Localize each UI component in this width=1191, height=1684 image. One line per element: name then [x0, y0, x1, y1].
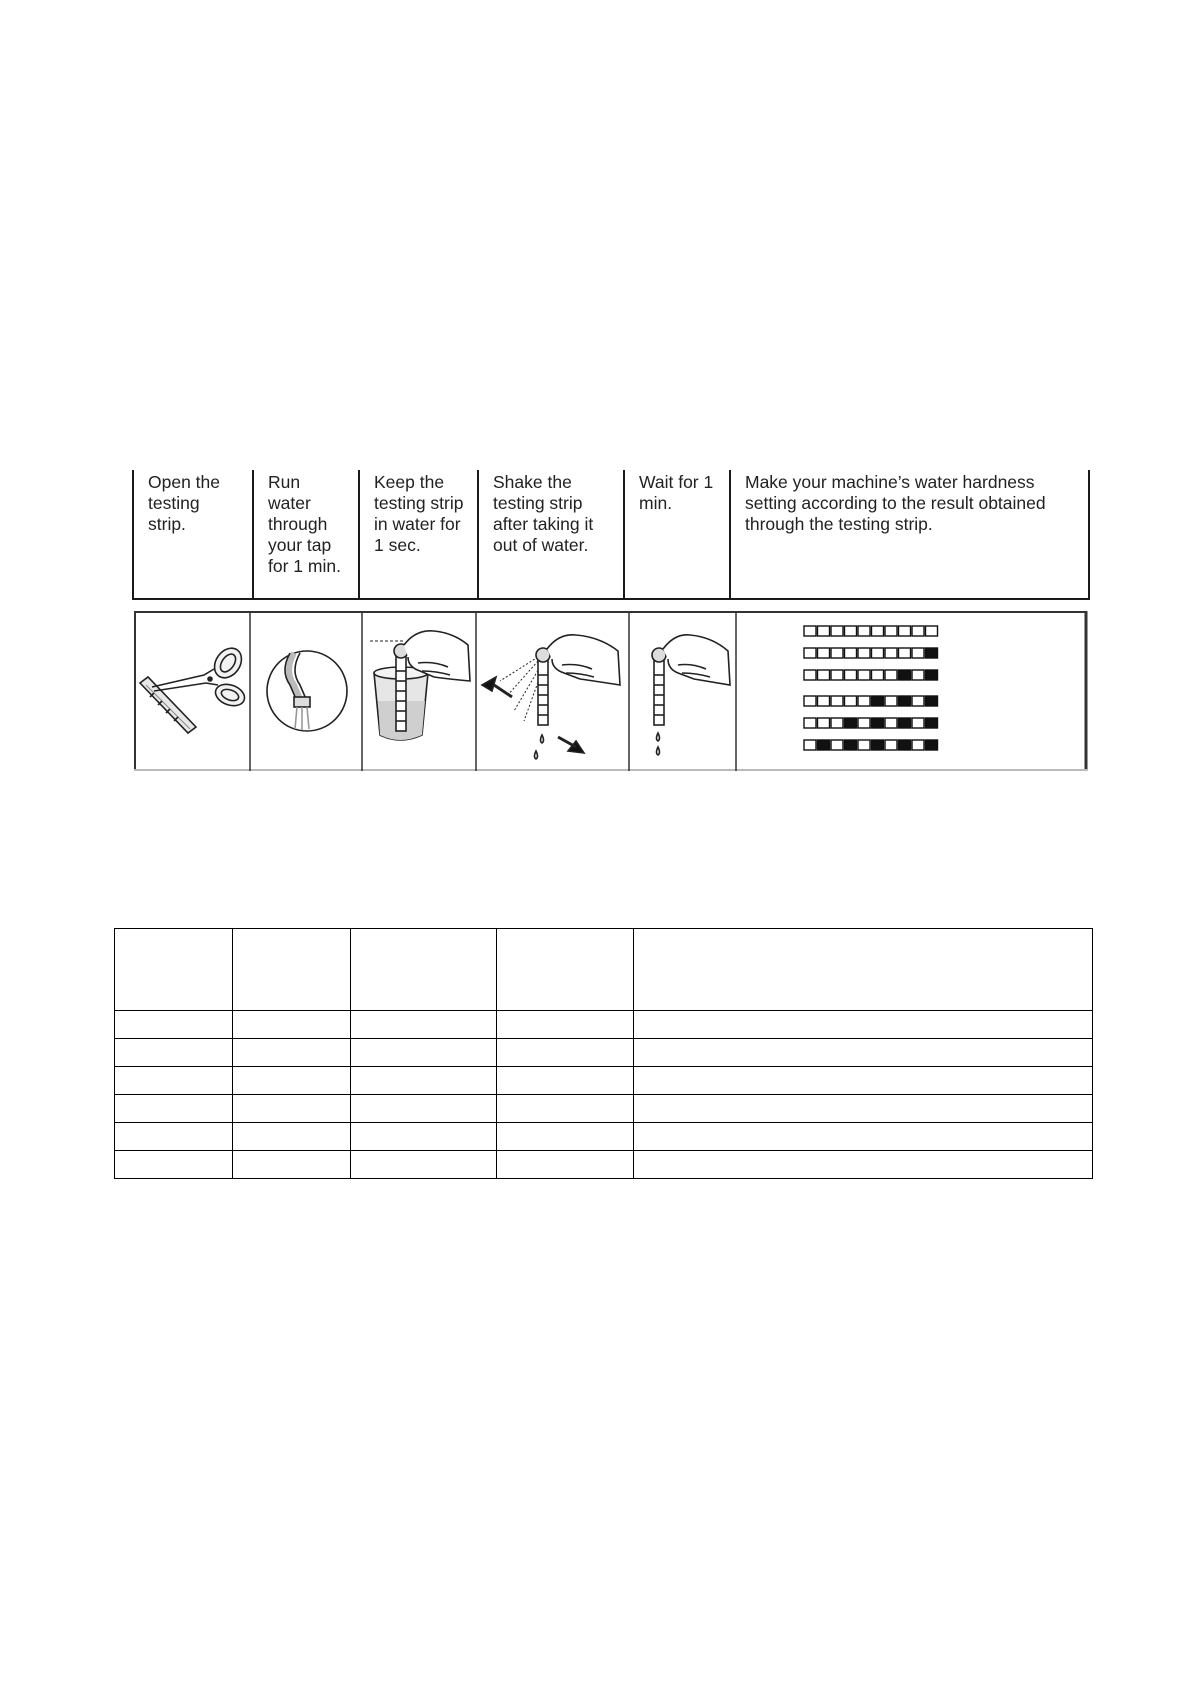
scale-square	[899, 740, 911, 750]
hardness-header-cell	[115, 929, 233, 1011]
scale-square	[831, 670, 843, 680]
table-cell	[351, 1151, 497, 1179]
scale-square	[858, 670, 870, 680]
scale-square	[804, 696, 816, 706]
scale-square	[804, 626, 816, 636]
table-cell	[497, 1095, 634, 1123]
table-cell	[634, 1123, 1093, 1151]
table-cell	[351, 1011, 497, 1039]
scale-square	[831, 696, 843, 706]
table-cell	[115, 1039, 233, 1067]
table-cell	[115, 1067, 233, 1095]
wait-strip-icon	[652, 635, 730, 755]
table-cell	[497, 1067, 634, 1095]
running-tap-icon	[267, 651, 347, 731]
table-cell	[634, 1095, 1093, 1123]
scale-square	[818, 670, 830, 680]
shaking-strip-icon	[482, 635, 620, 759]
scissors-and-strip-icon	[140, 643, 248, 733]
scale-square	[885, 648, 897, 658]
table-cell	[115, 1095, 233, 1123]
scale-square	[804, 740, 816, 750]
illustration-strip	[134, 611, 1088, 771]
scale-square	[872, 626, 884, 636]
scale-square	[818, 740, 830, 750]
scale-square	[912, 648, 924, 658]
illustration-svg	[134, 611, 1088, 771]
scale-square	[912, 670, 924, 680]
scale-square	[926, 718, 938, 728]
scale-square	[804, 648, 816, 658]
table-cell	[233, 1011, 351, 1039]
scale-square	[899, 670, 911, 680]
scale-square	[872, 696, 884, 706]
scale-square	[831, 718, 843, 728]
scale-square	[872, 648, 884, 658]
strip-in-water-icon	[370, 631, 470, 740]
scale-square	[872, 718, 884, 728]
scale-square	[926, 670, 938, 680]
scale-square	[899, 718, 911, 728]
table-cell	[115, 1151, 233, 1179]
scale-square	[818, 648, 830, 658]
scale-square	[845, 718, 857, 728]
scale-square	[818, 718, 830, 728]
scale-square	[899, 626, 911, 636]
scale-square	[831, 626, 843, 636]
table-row	[115, 1123, 1093, 1151]
scale-square	[885, 696, 897, 706]
table-row	[115, 1151, 1093, 1179]
step-1-text: Open the testing strip.	[133, 470, 253, 599]
step-6-text: Make your machine’s water hardness setting according to the result obtained through the testing strip.	[730, 470, 1089, 599]
table-cell	[233, 1067, 351, 1095]
table-cell	[497, 1011, 634, 1039]
scale-square	[885, 626, 897, 636]
table-cell	[233, 1123, 351, 1151]
step-5-text: Wait for 1 min.	[624, 470, 730, 599]
scale-square	[858, 696, 870, 706]
scale-square	[912, 718, 924, 728]
hardness-header-row	[115, 929, 1093, 1011]
scale-square	[845, 740, 857, 750]
scale-square	[926, 648, 938, 658]
hardness-header-cell	[233, 929, 351, 1011]
table-cell	[634, 1067, 1093, 1095]
scale-square	[804, 718, 816, 728]
step-2-text: Run water through your tap for 1 min.	[253, 470, 359, 599]
scale-square	[858, 718, 870, 728]
scale-square	[831, 648, 843, 658]
table-cell	[233, 1151, 351, 1179]
scale-square	[926, 626, 938, 636]
scale-square	[804, 670, 816, 680]
hardness-table	[114, 928, 1093, 1179]
scale-square	[831, 740, 843, 750]
table-cell	[351, 1039, 497, 1067]
table-cell	[634, 1039, 1093, 1067]
table-cell	[634, 1151, 1093, 1179]
scale-square	[912, 626, 924, 636]
hardness-header-cell	[634, 929, 1093, 1011]
table-cell	[497, 1039, 634, 1067]
scale-square	[818, 626, 830, 636]
scale-square	[858, 740, 870, 750]
scale-square	[818, 696, 830, 706]
scale-square	[845, 626, 857, 636]
scale-square	[872, 740, 884, 750]
scale-square	[899, 696, 911, 706]
scale-square	[845, 696, 857, 706]
result-scale-icon	[804, 626, 938, 750]
table-cell	[634, 1011, 1093, 1039]
scale-square	[885, 740, 897, 750]
table-cell	[115, 1123, 233, 1151]
table-row	[115, 1039, 1093, 1067]
table-row	[115, 1011, 1093, 1039]
scale-square	[885, 670, 897, 680]
table-cell	[351, 1067, 497, 1095]
table-row	[115, 1095, 1093, 1123]
scale-square	[885, 718, 897, 728]
table-cell	[351, 1095, 497, 1123]
scale-square	[912, 740, 924, 750]
scale-square	[872, 670, 884, 680]
steps-row	[133, 470, 1089, 599]
scale-square	[845, 648, 857, 658]
hardness-header-cell	[351, 929, 497, 1011]
table-cell	[497, 1123, 634, 1151]
scale-square	[926, 696, 938, 706]
table-cell	[233, 1039, 351, 1067]
scale-square	[926, 740, 938, 750]
steps-table	[132, 470, 1090, 600]
table-cell	[115, 1011, 233, 1039]
step-4-text: Shake the testing strip after taking it out of water.	[478, 470, 624, 599]
table-cell	[233, 1095, 351, 1123]
scale-square	[858, 648, 870, 658]
scale-square	[899, 648, 911, 658]
table-row	[115, 1067, 1093, 1095]
scale-square	[858, 626, 870, 636]
scale-square	[912, 696, 924, 706]
scale-square	[845, 670, 857, 680]
table-cell	[351, 1123, 497, 1151]
table-cell	[497, 1151, 634, 1179]
hardness-header-cell	[497, 929, 634, 1011]
illustration-frame	[134, 611, 1088, 771]
step-3-text: Keep the testing strip in water for 1 sec.	[359, 470, 478, 599]
